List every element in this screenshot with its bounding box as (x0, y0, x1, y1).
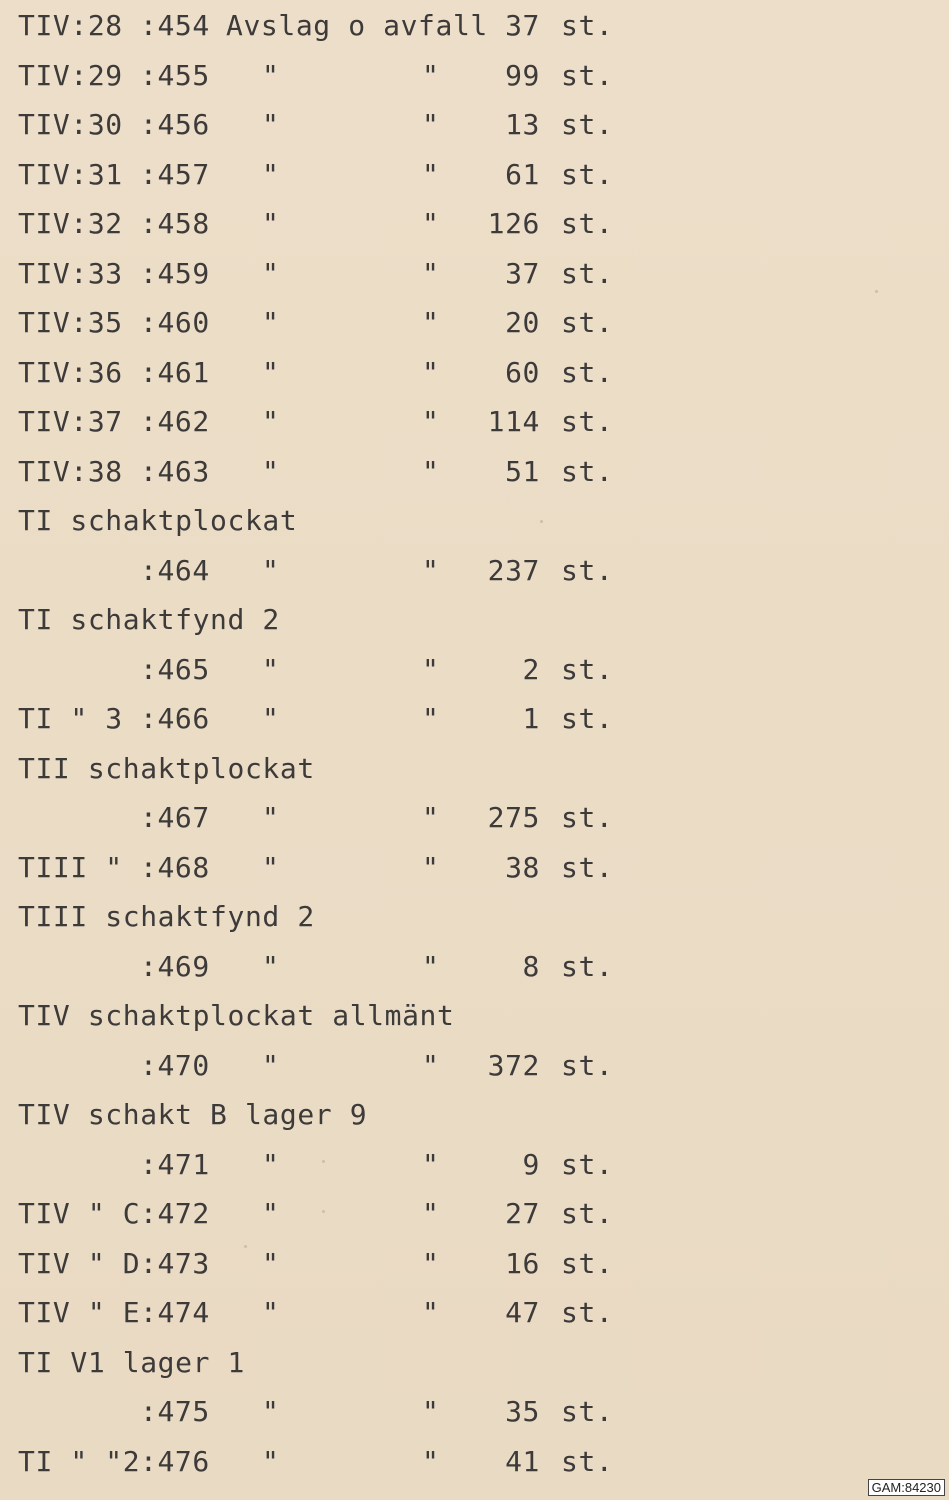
ditto-mark: " (262, 1246, 280, 1280)
list-rows (18, 58, 918, 1494)
list-item (18, 1147, 918, 1197)
row-number: :469 (140, 949, 210, 983)
row-prefix: TIV:37 (18, 405, 123, 438)
ditto-mark: " (262, 58, 280, 92)
row-unit: st. (561, 58, 614, 92)
ditto-mark: " (262, 801, 280, 834)
row-prefix: TI " 3 (18, 702, 123, 735)
list-heading (18, 899, 918, 949)
heading-text: TI schaktplockat (18, 504, 298, 537)
ditto-mark: " (262, 1197, 280, 1230)
row-unit: st. (561, 801, 614, 834)
row-unit: st. (561, 553, 614, 587)
row-number: :463 (140, 454, 210, 488)
ditto-mark: " (422, 850, 440, 884)
list-heading (18, 998, 918, 1048)
row-unit: st. (561, 1197, 614, 1230)
ditto-mark: " (262, 1444, 280, 1478)
row-number: :462 (140, 405, 210, 438)
row-prefix: TIV:36 (18, 355, 123, 389)
row-prefix: TIV:33 (18, 256, 123, 290)
row-unit: st. (561, 256, 614, 290)
row-number: :472 (140, 1197, 210, 1230)
paper-speck (244, 1245, 247, 1248)
row-count: 47 (505, 1296, 540, 1329)
ditto-mark: " (262, 1296, 280, 1329)
row-prefix: TIV:35 (18, 306, 123, 339)
row-count: 16 (505, 1246, 540, 1280)
row-count: 13 (505, 108, 540, 141)
row-prefix: TIV:30 (18, 108, 123, 141)
paper-speck (322, 1210, 325, 1213)
heading-text: TII schaktplockat (18, 751, 315, 785)
ditto-mark: " (422, 553, 440, 587)
ditto-mark: " (422, 801, 440, 834)
row-count: 61 (505, 157, 540, 191)
list-item (18, 1295, 918, 1345)
ditto-mark: " (262, 850, 280, 884)
list-item (18, 404, 918, 454)
row-count: 37 (505, 256, 540, 290)
list-item (18, 206, 918, 256)
paper-speck (540, 520, 543, 523)
row-count: 20 (505, 306, 540, 339)
ditto-mark: " (422, 1296, 440, 1329)
row-number: :461 (140, 355, 210, 389)
list-item (18, 355, 918, 405)
row-number: :458 (140, 207, 210, 240)
ditto-mark: " (422, 454, 440, 488)
row-number: :459 (140, 256, 210, 290)
list-item (18, 850, 918, 900)
row-unit: st. (561, 207, 614, 240)
ditto-mark: " (422, 256, 440, 290)
ditto-mark: " (422, 58, 440, 92)
heading-text: TIII schaktfynd 2 (18, 900, 315, 933)
row-count: 114 (487, 405, 540, 438)
list-item (18, 1444, 918, 1494)
list-item (18, 305, 918, 355)
row-unit: st. (561, 1444, 614, 1478)
ditto-mark: " (262, 306, 280, 339)
row-unit: st. (561, 157, 614, 191)
row-number: :454 (140, 9, 210, 42)
row-number: :471 (140, 1147, 210, 1181)
ditto-mark: " (422, 108, 440, 141)
row-number: :474 (140, 1296, 210, 1329)
row-prefix: TIV:38 (18, 454, 123, 488)
ditto-mark: " (422, 1444, 440, 1478)
catalog-stamp: GAM:84230 (868, 1479, 945, 1496)
ditto-mark: " (422, 1246, 440, 1280)
list-row-first (18, 8, 918, 58)
ditto-mark: " (262, 1395, 280, 1428)
row-count: 8 (522, 949, 540, 983)
ditto-mark: " (262, 553, 280, 587)
list-item (18, 701, 918, 751)
list-item (18, 800, 918, 850)
row-unit: st. (561, 652, 614, 686)
list-heading (18, 1097, 918, 1147)
row-count: 275 (487, 801, 540, 834)
ditto-mark: " (422, 949, 440, 983)
row-prefix: TIV " C (18, 1197, 141, 1230)
ditto-mark: " (262, 405, 280, 438)
row-unit: st. (561, 454, 614, 488)
row-count: 38 (505, 850, 540, 884)
row-number: :465 (140, 652, 210, 686)
ditto-mark: " (262, 256, 280, 290)
ditto-mark: " (262, 454, 280, 488)
row-number: :467 (140, 801, 210, 834)
row-count: 37 (505, 9, 540, 42)
ditto-mark: " (262, 1147, 280, 1181)
list-heading (18, 751, 918, 801)
list-heading (18, 1345, 918, 1395)
list-item (18, 107, 918, 157)
row-unit: st. (561, 1048, 614, 1082)
list-item (18, 157, 918, 207)
row-number: :464 (140, 553, 210, 587)
list-item (18, 58, 918, 108)
row-count: 60 (505, 355, 540, 389)
row-number: :475 (140, 1395, 210, 1428)
row-count: 1 (522, 702, 540, 735)
ditto-mark: " (262, 702, 280, 735)
ditto-mark: " (422, 1395, 440, 1428)
list-item (18, 949, 918, 999)
row-count: 2 (522, 652, 540, 686)
list-heading (18, 503, 918, 553)
row-prefix: TIV:28 (18, 9, 123, 42)
row-number: :457 (140, 157, 210, 191)
row-count: 126 (487, 207, 540, 240)
row-prefix: TIV:32 (18, 207, 123, 240)
heading-text: TIV schakt B lager 9 (18, 1098, 368, 1131)
row-prefix: TIV:31 (18, 157, 123, 191)
list-item (18, 256, 918, 306)
row-number: :460 (140, 306, 210, 339)
row-prefix: TIV:29 (18, 58, 123, 92)
list-item (18, 652, 918, 702)
row-count: 51 (505, 454, 540, 488)
ditto-mark: " (422, 1147, 440, 1181)
row-number: :473 (140, 1246, 210, 1280)
list-item (18, 454, 918, 504)
heading-text: TIV schaktplockat allmänt (18, 999, 455, 1032)
row-prefix: TI " "2 (18, 1444, 141, 1478)
typed-list (18, 8, 918, 1493)
heading-text: TI V1 lager 1 (18, 1345, 245, 1379)
list-item (18, 1246, 918, 1296)
row-unit: st. (561, 355, 614, 389)
row-prefix: TIII " (18, 850, 123, 884)
row-number: :456 (140, 108, 210, 141)
row-unit: st. (561, 1246, 614, 1280)
row-number: :476 (140, 1444, 210, 1478)
ditto-mark: " (422, 652, 440, 686)
row-count: 9 (522, 1147, 540, 1181)
row-description: Avslag o avfall (226, 9, 488, 42)
ditto-mark: " (422, 1197, 440, 1230)
list-item (18, 553, 918, 603)
row-prefix: TIV " E (18, 1296, 141, 1329)
row-unit: st. (561, 1147, 614, 1181)
paper-speck (875, 290, 878, 293)
row-number: :470 (140, 1048, 210, 1082)
row-count: 35 (505, 1395, 540, 1428)
row-unit: st. (561, 702, 614, 735)
row-unit: st. (561, 108, 614, 141)
list-item (18, 1196, 918, 1246)
ditto-mark: " (422, 355, 440, 389)
ditto-mark: " (262, 355, 280, 389)
ditto-mark: " (422, 405, 440, 438)
ditto-mark: " (262, 108, 280, 141)
row-count: 27 (505, 1197, 540, 1230)
row-number: :466 (140, 702, 210, 735)
ditto-mark: " (262, 949, 280, 983)
row-unit: st. (561, 1395, 614, 1428)
ditto-mark: " (262, 157, 280, 191)
ditto-mark: " (422, 306, 440, 339)
list-item (18, 1394, 918, 1444)
ditto-mark: " (422, 1048, 440, 1082)
ditto-mark: " (422, 157, 440, 191)
row-count: 237 (487, 553, 540, 587)
row-prefix: TIV " D (18, 1246, 141, 1280)
row-count: 372 (487, 1048, 540, 1082)
row-unit: st. (561, 850, 614, 884)
row-unit: st. (561, 306, 614, 339)
ditto-mark: " (422, 702, 440, 735)
heading-text: TI schaktfynd 2 (18, 603, 280, 636)
row-unit: st. (561, 949, 614, 983)
row-number: :468 (140, 850, 210, 884)
row-count: 99 (505, 58, 540, 92)
ditto-mark: " (262, 652, 280, 686)
list-item (18, 1048, 918, 1098)
paper-speck (322, 1160, 325, 1163)
list-heading (18, 602, 918, 652)
ditto-mark: " (262, 207, 280, 240)
ditto-mark: " (422, 207, 440, 240)
ditto-mark: " (262, 1048, 280, 1082)
row-unit: st. (561, 1296, 614, 1329)
row-count: 41 (505, 1444, 540, 1478)
row-unit: st. (561, 9, 614, 42)
row-unit: st. (561, 405, 614, 438)
row-number: :455 (140, 58, 210, 92)
